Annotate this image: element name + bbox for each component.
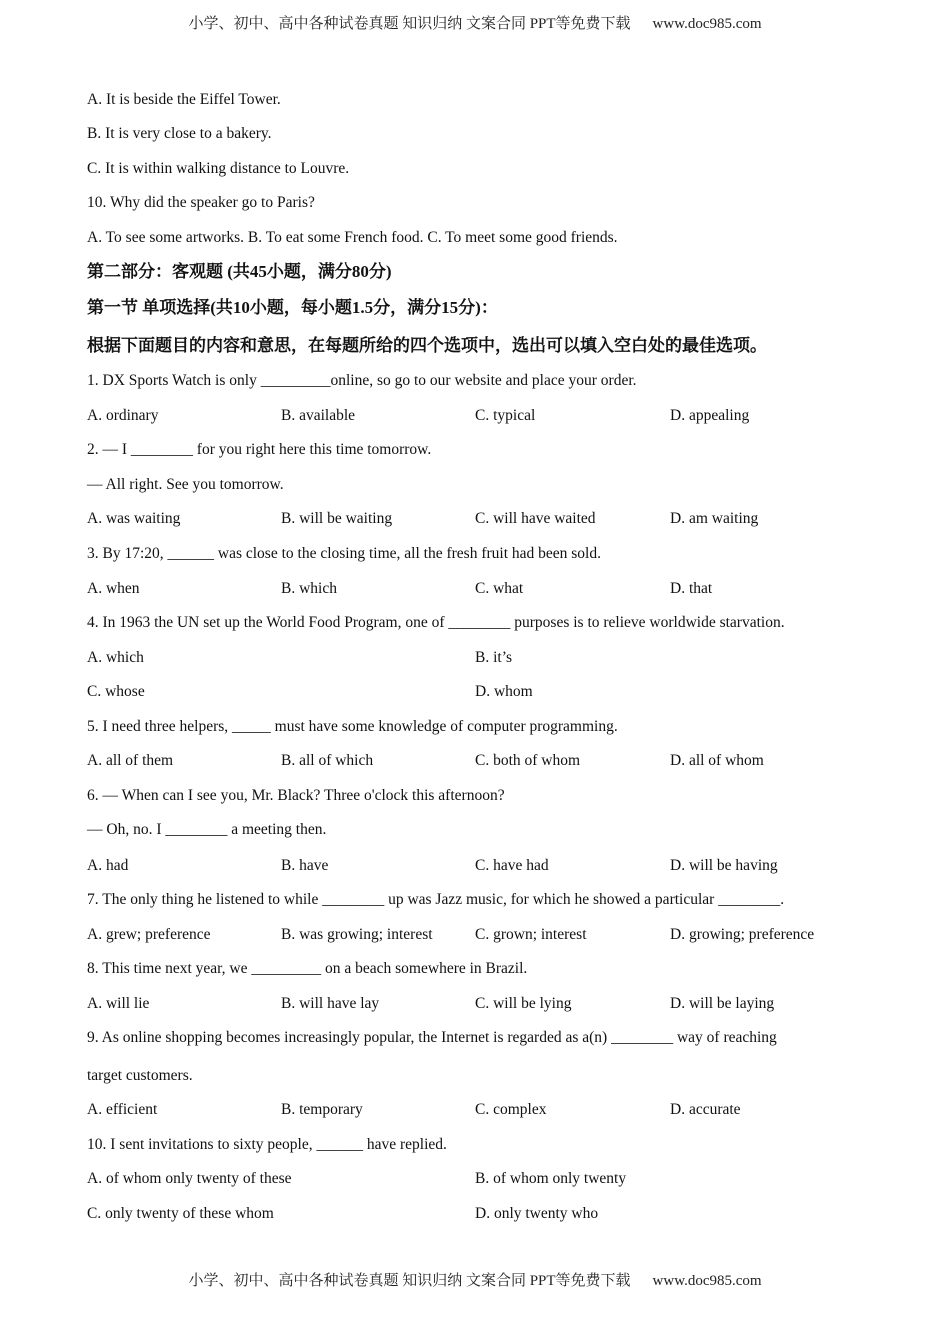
question-4-option-d: D. whom: [475, 683, 533, 700]
question-4-stem: 4. In 1963 the UN set up the World Food Program, one of ________ purposes is to relieve worldwide starvation.: [87, 614, 785, 631]
question-1-option-d: D. appealing: [670, 407, 750, 424]
question-1-stem: 1. DX Sports Watch is only _________online, so go to our website and place your order.: [87, 372, 637, 389]
question-6-stem: 6. — When can I see you, Mr. Black? Three o'clock this afternoon?: [87, 787, 505, 804]
question-2-option-b: B. will be waiting: [281, 510, 393, 527]
question-2-stem: 2. — I ________ for you right here this time tomorrow.: [87, 441, 432, 458]
question-8-option-d: D. will be laying: [670, 995, 775, 1012]
header-text: 小学、初中、高中各种试卷真题 知识归纳 文案合同 PPT等免费下载: [188, 16, 631, 32]
section-1-heading: 第一节 单项选择(共10小题，每小题1.5分，满分15分)：: [87, 298, 498, 317]
question-3-stem: 3. By 17:20, ______ was close to the closing time, all the fresh fruit had been sold.: [87, 545, 601, 562]
question-8-option-b: B. will have lay: [281, 995, 380, 1012]
question-6-option-c: C. have had: [475, 857, 549, 874]
page-footer: [0, 1269, 950, 1290]
instructions: 根据下面题目的内容和意思，在每题所给的四个选项中，选出可以填入空白处的最佳选项。: [87, 336, 767, 355]
listening-question-10: 10. Why did the speaker go to Paris?: [87, 194, 315, 211]
footer-url[interactable]: www.doc985.com: [652, 1273, 762, 1289]
part-2-heading: 第二部分：客观题 (共45小题，满分80分): [87, 262, 392, 281]
footer-text: 小学、初中、高中各种试卷真题 知识归纳 文案合同 PPT等免费下载: [188, 1273, 631, 1289]
question-10-option-b: B. of whom only twenty: [475, 1170, 627, 1187]
question-5-option-c: C. both of whom: [475, 752, 581, 769]
question-2-option-c: C. will have waited: [475, 510, 596, 527]
question-3-option-c: C. what: [475, 580, 524, 597]
question-5-option-b: B. all of which: [281, 752, 374, 769]
question-9-option-d: D. accurate: [670, 1101, 741, 1118]
question-3-option-d: D. that: [670, 580, 713, 597]
question-10-option-c: C. only twenty of these whom: [87, 1205, 274, 1222]
question-1-option-a: A. ordinary: [87, 407, 159, 424]
question-10-option-d: D. only twenty who: [475, 1205, 599, 1222]
question-4-option-a: A. which: [87, 649, 144, 666]
question-6-option-d: D. will be having: [670, 857, 778, 874]
question-7-option-a: A. grew; preference: [87, 926, 211, 943]
question-8-option-c: C. will be lying: [475, 995, 572, 1012]
question-5-option-d: D. all of whom: [670, 752, 764, 769]
question-9-option-c: C. complex: [475, 1101, 547, 1118]
question-1-option-b: B. available: [281, 407, 356, 424]
page-header: [0, 12, 950, 33]
question-5-stem: 5. I need three helpers, _____ must have some knowledge of computer programming.: [87, 718, 618, 735]
question-6-reply: — Oh, no. I ________ a meeting then.: [87, 821, 327, 838]
question-4-option-b: B. it’s: [475, 649, 513, 666]
question-9-stem: 9. As online shopping becomes increasingly popular, the Internet is regarded as a(n) ________ way of reaching: [87, 1029, 777, 1046]
prev-option-b: B. It is very close to a bakery.: [87, 125, 272, 142]
question-3-option-b: B. which: [281, 580, 337, 597]
question-10-stem: 10. I sent invitations to sixty people, ______ have replied.: [87, 1136, 447, 1153]
question-5-option-a: A. all of them: [87, 752, 174, 769]
question-7-stem: 7. The only thing he listened to while ________ up was Jazz music, for which he showed a particular ________.: [87, 891, 785, 908]
question-7-option-c: C. grown; interest: [475, 926, 587, 943]
question-9-stem-continued: target customers.: [87, 1067, 193, 1084]
question-2-option-a: A. was waiting: [87, 510, 181, 527]
question-7-option-d: D. growing; preference: [670, 926, 815, 943]
question-9-option-b: B. temporary: [281, 1101, 363, 1118]
question-4-option-c: C. whose: [87, 683, 145, 700]
question-3-option-a: A. when: [87, 580, 140, 597]
header-url[interactable]: www.doc985.com: [652, 16, 762, 32]
question-9-option-a: A. efficient: [87, 1101, 158, 1118]
question-2-option-d: D. am waiting: [670, 510, 759, 527]
question-1-option-c: C. typical: [475, 407, 536, 424]
question-7-option-b: B. was growing; interest: [281, 926, 433, 943]
prev-option-c: C. It is within walking distance to Louvre.: [87, 160, 350, 177]
question-6-option-a: A. had: [87, 857, 129, 874]
question-2-reply: — All right. See you tomorrow.: [87, 476, 284, 493]
question-8-stem: 8. This time next year, we _________ on a beach somewhere in Brazil.: [87, 960, 528, 977]
question-8-option-a: A. will lie: [87, 995, 150, 1012]
question-10-option-a: A. of whom only twenty of these: [87, 1170, 292, 1187]
question-6-option-b: B. have: [281, 857, 329, 874]
listening-question-10-options: A. To see some artworks. B. To eat some French food. C. To meet some good friends.: [87, 229, 618, 246]
prev-option-a: A. It is beside the Eiffel Tower.: [87, 91, 281, 108]
